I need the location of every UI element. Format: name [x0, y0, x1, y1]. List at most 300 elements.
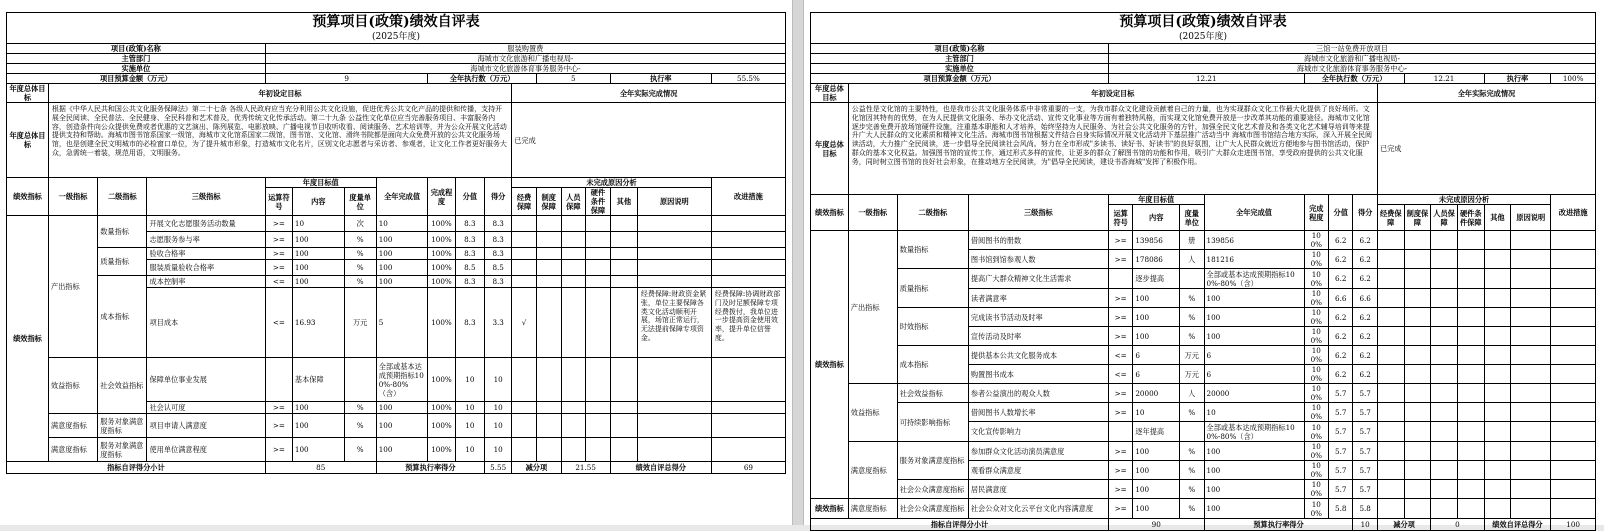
col-score: 得分 — [485, 178, 512, 216]
exec-amount: 12.21 — [1404, 74, 1484, 84]
label-perf: 绩效指标 — [7, 178, 49, 216]
group-label: 产出指标 — [48, 216, 97, 358]
l3-label: 观看群众满意度 — [968, 461, 1108, 480]
l2-label: 成本指标 — [897, 346, 968, 384]
cell-score: 8.3 — [485, 248, 512, 260]
cell-unit: % — [344, 438, 376, 462]
label-budget-rate-score: 预算执行率得分 — [1204, 519, 1353, 531]
l3-label: 社会公众对文化云平台文化内容满意度 — [968, 499, 1108, 519]
group-label: 效益指标 — [848, 384, 897, 442]
actual-text: 已完成 — [1377, 103, 1595, 195]
l2-label: 数量指标 — [897, 231, 968, 269]
subtotal: 90 — [1108, 519, 1204, 531]
cell-score: 8.3 — [485, 276, 512, 288]
cell-unit: % — [344, 260, 376, 276]
label-exec-amount: 全年执行数（万元） — [428, 74, 536, 84]
l2-label: 服务对象满意度指标 — [98, 414, 147, 438]
col-lvl3: 三级指标 — [147, 178, 265, 216]
col-op: 运算符号 — [1108, 205, 1132, 231]
cell-content: 100 — [1133, 289, 1180, 308]
cell-content: 100 — [1133, 442, 1180, 461]
table-row — [811, 308, 1596, 327]
group-label: 满意度指标 — [848, 442, 897, 499]
l2-label: 社会效益指标 — [897, 384, 968, 403]
label-subtotal: 指标自评得分小计 — [7, 462, 266, 474]
label-goal-head: 年度总体目标 — [7, 84, 49, 103]
cell-unit: % — [1180, 499, 1204, 519]
cell-value: 100 — [1204, 442, 1304, 461]
cell-op: <= — [265, 276, 292, 288]
col-r6: 原因说明 — [637, 188, 711, 216]
cell-score: 6.2 — [1353, 365, 1377, 384]
col-r3: 人员保障 — [561, 188, 586, 216]
l3-label: 保障单位事业发展 — [147, 358, 265, 402]
cell-score-value: 6.2 — [1329, 327, 1353, 346]
cell-degree: 100% — [1304, 442, 1328, 461]
l3-label: 宣传活动及时率 — [968, 327, 1108, 346]
cell-score-value: 5.7 — [1329, 442, 1353, 461]
cell-unit: 次 — [344, 216, 376, 232]
label-perf: 绩效指标 — [811, 195, 849, 231]
cell-content: 139856 — [1133, 231, 1180, 250]
table-row — [811, 480, 1596, 499]
cell-content: 20000 — [1133, 384, 1180, 403]
left-page — [0, 0, 792, 525]
label-perf-body: 绩效指标 — [7, 216, 49, 462]
cell-degree: 100% — [1304, 384, 1328, 403]
group-label: 效益指标 — [48, 358, 97, 414]
group-label: 满意度指标 — [48, 414, 97, 438]
cell-content: 100 — [1133, 480, 1180, 499]
col-r6: 原因说明 — [1511, 205, 1551, 231]
cell-score: 10 — [485, 402, 512, 414]
col-r2: 制度保障 — [1404, 205, 1431, 231]
l3-label: 验收合格率 — [147, 248, 265, 260]
cell-value: 139856 — [1204, 231, 1304, 250]
l3-label: 项目成本 — [147, 288, 265, 358]
cell-unit: % — [344, 276, 376, 288]
label-budget: 项目预算金额（万元） — [811, 74, 1109, 84]
cell-value: 100 — [1204, 499, 1304, 519]
label-initial-goal: 年初设定目标 — [848, 84, 1377, 103]
cell-score: 10 — [485, 358, 512, 402]
impl: 海城市文化旅游体育事务服务中心- — [265, 64, 785, 74]
cell-unit: % — [1180, 480, 1204, 499]
col-lvl1: 一级指标 — [48, 178, 97, 216]
cell-op: <= — [265, 288, 292, 358]
l3-label: 参加群众文化活动演员满意度 — [968, 442, 1108, 461]
cell-score-value: 10 — [455, 414, 485, 438]
l3-label: 使用单位满意程度 — [147, 438, 265, 462]
cell-degree: 100% — [428, 358, 455, 402]
col-r4: 硬件条件保障 — [1457, 205, 1484, 231]
cell-degree: 100% — [428, 402, 455, 414]
table-row — [7, 216, 786, 232]
cell-score-value: 8.3 — [455, 232, 485, 248]
perf-table — [810, 43, 1596, 531]
table-row — [7, 276, 786, 288]
l3-label: 购置图书成本 — [968, 365, 1108, 384]
col-r5: 其他 — [1484, 205, 1511, 231]
dept: 海城市文化旅游和广播电视局- — [1108, 54, 1595, 64]
cell-value: 100 — [1204, 308, 1304, 327]
label-actual: 全年实际完成情况 — [1377, 84, 1595, 103]
cell-op: >= — [1108, 308, 1132, 327]
check-mark: √ — [512, 288, 537, 358]
budget: 12.21 — [1108, 74, 1304, 84]
cell-score: 6.2 — [1353, 346, 1377, 365]
cell-op — [1108, 269, 1132, 289]
cell-op: <= — [1108, 365, 1132, 384]
cell-score-value: 8.3 — [455, 216, 485, 232]
total: 69 — [711, 462, 785, 474]
l3-label: 借阅图书人数增长率 — [968, 403, 1108, 422]
cell-value: 10 — [376, 216, 428, 232]
table-row — [811, 384, 1596, 403]
col-r1: 经费保障 — [512, 188, 537, 216]
table-row — [811, 442, 1596, 461]
l3-label: 成本控制率 — [147, 276, 265, 288]
col-lvl2: 二级指标 — [98, 178, 147, 216]
label-project-name: 项目(政策)名称 — [811, 44, 1109, 54]
cell-score-value: 5.7 — [1329, 384, 1353, 403]
label-budget: 项目预算金额（万元） — [7, 74, 266, 84]
cell-op: >= — [1108, 403, 1132, 422]
cell-unit — [1180, 269, 1204, 289]
cell-degree: 100% — [1304, 365, 1328, 384]
label-exec-rate: 执行率 — [1484, 74, 1551, 84]
label-goal-row: 年度总体目标 — [811, 103, 849, 195]
col-full-value: 全年完成值 — [1204, 195, 1304, 231]
cell-degree: 100% — [1304, 231, 1328, 250]
cell-content: 100 — [292, 414, 344, 438]
cell-score-value: 5.8 — [1329, 499, 1353, 519]
cell-score: 5.7 — [1353, 403, 1377, 422]
cell-degree: 100% — [1304, 289, 1328, 308]
col-score-value: 分值 — [455, 178, 485, 216]
cell-value: 10 — [1204, 403, 1304, 422]
cell-value: 100 — [376, 232, 428, 248]
budget-rate-score: 10 — [1353, 519, 1377, 531]
col-r4: 硬件条件保障 — [586, 188, 611, 216]
cell-value: 100 — [376, 438, 428, 462]
project-name: 三馆一站免费开放项目 — [1108, 44, 1595, 54]
l2-label: 质量指标 — [98, 248, 147, 276]
col-r3: 人员保障 — [1431, 205, 1458, 231]
label-perf-body: 绩效指标 — [811, 231, 849, 499]
label-exec-rate: 执行率 — [610, 74, 711, 84]
cell-op: >= — [1108, 499, 1132, 519]
cell-score-value: 6.2 — [1329, 365, 1353, 384]
cell-score-value: 8.3 — [455, 248, 485, 260]
l2-label: 社会效益指标 — [98, 358, 147, 414]
cell-content: 基本保障 — [292, 358, 344, 402]
cell-content: 10 — [292, 216, 344, 232]
col-degree: 完成程度 — [1304, 195, 1328, 231]
label-impl: 实施单位 — [7, 64, 266, 74]
reason-text: 经费保障:财政资金紧张，单位主要保障各类文化活动顺利开展，场馆正常运行，无法提前保障专项资金。 — [637, 288, 711, 358]
cell-score: 8.3 — [485, 232, 512, 248]
label-initial-goal: 年初设定目标 — [48, 84, 511, 103]
cell-value: 6 — [1204, 365, 1304, 384]
cell-score: 10 — [485, 414, 512, 438]
cell-score: 5.8 — [1353, 499, 1377, 519]
l3-label: 服装质量验收合格率 — [147, 260, 265, 276]
cell-degree: 100% — [1304, 480, 1328, 499]
cell-unit: % — [1180, 442, 1204, 461]
cell-score: 6.2 — [1353, 269, 1377, 289]
cell-score-value: 6.2 — [1329, 250, 1353, 269]
cell-score: 3.3 — [485, 288, 512, 358]
cell-degree: 100% — [1304, 422, 1328, 442]
cell-score-value: 6.2 — [1329, 308, 1353, 327]
table-row — [7, 438, 786, 462]
cell-value: 100 — [1204, 289, 1304, 308]
cell-score-value: 6.2 — [1329, 231, 1353, 250]
l3-label: 借阅图书的册数 — [968, 231, 1108, 250]
cell-score-value: 10 — [455, 358, 485, 402]
label-deduct: 减分项 — [512, 462, 561, 474]
col-r2: 制度保障 — [536, 188, 561, 216]
cell-op: <= — [1108, 346, 1132, 365]
cell-unit: 万元 — [1180, 346, 1204, 365]
l2-label: 服务对象满意度指标 — [98, 438, 147, 462]
label-dept: 主管部门 — [811, 54, 1109, 64]
l3-label: 图书馆到馆参观人数 — [968, 250, 1108, 269]
col-reason-head: 未完成原因分析 — [1377, 195, 1550, 205]
cell-unit — [1180, 422, 1204, 442]
col-reason-head: 未完成原因分析 — [512, 178, 712, 188]
cell-degree: 100% — [428, 216, 455, 232]
cell-unit: 万元 — [344, 288, 376, 358]
cell-value: 6 — [1204, 346, 1304, 365]
cell-degree: 100% — [1304, 269, 1328, 289]
cell-op — [1108, 422, 1132, 442]
cell-content: 100 — [1133, 499, 1180, 519]
l2-label: 社会公众满意度指标 — [897, 480, 968, 499]
col-unit: 度量单位 — [1180, 205, 1204, 231]
group-label: 产出指标 — [848, 231, 897, 384]
cell-degree: 100% — [1304, 308, 1328, 327]
col-score: 得分 — [1353, 195, 1377, 231]
l3-label: 开展文化志愿服务活动数量 — [147, 216, 265, 232]
l3-label: 志愿服务参与率 — [147, 232, 265, 248]
col-annual-target: 年度目标值 — [265, 178, 376, 188]
cell-value: 100 — [1204, 461, 1304, 480]
table-row — [7, 414, 786, 438]
cell-content: 100 — [1133, 327, 1180, 346]
l2-label: 可持续影响指标 — [897, 403, 968, 442]
cell-content: 100 — [292, 438, 344, 462]
col-op: 运算符号 — [265, 188, 292, 216]
l2-label: 社会公众满意度指标 — [897, 499, 968, 519]
cell-value: 全部或基本达成预期指标100%-80%（含） — [376, 358, 428, 402]
cell-content: 100 — [1133, 461, 1180, 480]
col-improve: 改进措施 — [711, 178, 785, 216]
cell-content: 10 — [1133, 403, 1180, 422]
cell-degree: 100% — [428, 288, 455, 358]
l3-label: 社会认可度 — [147, 402, 265, 414]
cell-content: 16.93 — [292, 288, 344, 358]
cell-unit: % — [1180, 289, 1204, 308]
cell-op: >= — [1108, 289, 1132, 308]
cell-score-value: 10 — [455, 402, 485, 414]
cell-degree: 100% — [428, 438, 455, 462]
cell-score-value: 6.2 — [1329, 346, 1353, 365]
cell-degree: 100% — [428, 260, 455, 276]
table-row — [811, 346, 1596, 365]
l2-label: 成本指标 — [98, 276, 147, 358]
exec-rate: 100% — [1551, 74, 1596, 84]
cell-score: 5.7 — [1353, 461, 1377, 480]
budget-rate-score: 5.55 — [485, 462, 512, 474]
cell-score: 5.7 — [1353, 422, 1377, 442]
cell-score: 6.6 — [1353, 289, 1377, 308]
cell-op: >= — [1108, 461, 1132, 480]
cell-score-value: 8.3 — [455, 288, 485, 358]
l3-label: 项目申请人满意度 — [147, 414, 265, 438]
l2-label: 时效指标 — [897, 308, 968, 346]
col-unit: 度量单位 — [344, 188, 376, 216]
cell-unit: % — [344, 248, 376, 260]
l3-label: 提高广大群众精神文化生活需求 — [968, 269, 1108, 289]
right-page — [804, 0, 1604, 529]
col-content: 内容 — [292, 188, 344, 216]
cell-op: >= — [265, 438, 292, 462]
doc-title: 预算项目(政策)绩效自评表 — [810, 12, 1596, 31]
cell-op — [265, 358, 292, 402]
col-degree: 完成程度 — [428, 178, 455, 216]
cell-value: 100 — [376, 248, 428, 260]
l3-label: 完成读书节活动及时率 — [968, 308, 1108, 327]
cell-unit: 册 — [1180, 231, 1204, 250]
table-row — [811, 499, 1596, 519]
cell-content: 6 — [1133, 346, 1180, 365]
cell-content: 178086 — [1133, 250, 1180, 269]
label-dept: 主管部门 — [7, 54, 266, 64]
cell-degree: 100% — [428, 414, 455, 438]
doc-year: (2025年度) — [810, 31, 1596, 43]
cell-op: >= — [265, 216, 292, 232]
col-content: 内容 — [1133, 205, 1180, 231]
col-annual-target: 年度目标值 — [1108, 195, 1204, 205]
total: 100 — [1551, 519, 1596, 531]
cell-unit: % — [1180, 327, 1204, 346]
cell-content: 6 — [1133, 365, 1180, 384]
improve-text: 经费保障:协调财政部门及时足额保障专项经费拨付，我单位进一步提高资金使用效率，提升单位信誉度。 — [711, 288, 785, 358]
label-total: 绩效自评总得分 — [1484, 519, 1551, 531]
l3-label: 提供基本公共文化服务成本 — [968, 346, 1108, 365]
cell-value: 全部或基本达成预期指标100%-80%（含） — [1204, 269, 1304, 289]
cell-score: 8.3 — [485, 216, 512, 232]
cell-score: 6.2 — [1353, 308, 1377, 327]
cell-degree: 100% — [1304, 403, 1328, 422]
cell-content: 逐年提高 — [1133, 422, 1180, 442]
cell-content: 100 — [292, 402, 344, 414]
cell-score: 10 — [485, 438, 512, 462]
cell-value: 全部或基本达成预期指标100%-80%（含） — [1204, 422, 1304, 442]
l3-label: 文化宣传影响力 — [968, 422, 1108, 442]
goal-text: 公益性是文化馆的主要特性，也是我市公共文化服务体系中非常重要的一支，为我市群众文化建设贡献着自己的力量，也为实现群众文化工作最大化提供了良好场所。文化馆因其特有的优势，在为人民提供文化服务、举办文化活动、宣传文化事业等方面有着独特风格，而实现文化馆免费开放是一步改革其功能的重要途径。海城市文化馆逐步完善免费开放场馆硬件设施，注重基本职能和人才培养，始终坚持为人民服务、为社会公共文化服务的方针，加强全民文化艺术普及和各类文化艺术辅导培训等来提升广大人民群众的文化素质和精神文化生活。海城市图书馆根据文件结合自身实际情况开展文化活动并下基层推广活动当中 海城市图书馆结合地方实际，深入开展全民阅读活动，大力推广全民阅读，进一步倡导全民阅读社会风尚。努力在全市形成"多读书、读好书、好读书"的良好氛围，让广大人民群众就近方便地参与图书馆活动，保护群众的基本文化权益。加强图书馆的宣传工作，通过形式多样的宣传，让更多的群众了解图书馆的功能和作用，吸引广大群众走进图书馆，享受政府提供的公共文化服务，同时树立图书馆的良好社会形象，在推动地方全民阅读，为"倡导全民阅读，建设书香海城"发挥了积极作用。 — [848, 103, 1377, 195]
deduct: 21.55 — [561, 462, 610, 474]
cell-content: 100 — [1133, 308, 1180, 327]
cell-value: 100 — [1204, 327, 1304, 346]
label-goal-row: 年度总体目标 — [7, 103, 49, 178]
label-goal-head: 年度总体目标 — [811, 84, 849, 103]
cell-content: 100 — [292, 232, 344, 248]
table-row — [7, 248, 786, 260]
budget: 9 — [265, 74, 428, 84]
cell-value: 100 — [1204, 480, 1304, 499]
cell-score-value: 8.3 — [455, 276, 485, 288]
col-r1: 经费保障 — [1377, 205, 1404, 231]
label-subtotal: 指标自评得分小计 — [811, 519, 1109, 531]
cell-op: >= — [1108, 384, 1132, 403]
cell-score-value: 6.6 — [1329, 289, 1353, 308]
cell-content: 100 — [292, 260, 344, 276]
l1-label: 绩效指标 — [811, 499, 849, 519]
l2-label: 数量指标 — [98, 216, 147, 248]
cell-unit: 人 — [1180, 250, 1204, 269]
group-label: 满意度指标 — [848, 499, 897, 519]
label-exec-amount: 全年执行数（万元） — [1304, 74, 1404, 84]
cell-value: 100 — [376, 414, 428, 438]
l3-label: 参者公益演出的观众人数 — [968, 384, 1108, 403]
cell-op: >= — [1108, 250, 1132, 269]
table-row — [811, 269, 1596, 289]
cell-value: 20000 — [1204, 384, 1304, 403]
cell-unit: % — [1180, 308, 1204, 327]
project-name: 服装购置费 — [265, 44, 785, 54]
dept: 海城市文化旅游和广播电视局- — [265, 54, 785, 64]
l3-label: 读者满意率 — [968, 289, 1108, 308]
doc-year: (2025年度) — [6, 31, 786, 43]
col-score-value: 分值 — [1329, 195, 1353, 231]
cell-unit: % — [344, 402, 376, 414]
cell-op: >= — [1108, 327, 1132, 346]
cell-unit: % — [1180, 461, 1204, 480]
cell-score: 6.2 — [1353, 231, 1377, 250]
cell-unit — [344, 358, 376, 402]
cell-score: 6.2 — [1353, 327, 1377, 346]
cell-unit: % — [1180, 403, 1204, 422]
cell-op: >= — [265, 260, 292, 276]
cell-value: 100 — [376, 260, 428, 276]
cell-degree: 100% — [428, 276, 455, 288]
l2-label: 服务对象满意度指标 — [897, 442, 968, 480]
subtotal: 85 — [265, 462, 376, 474]
cell-degree: 100% — [1304, 346, 1328, 365]
cell-unit: 万元 — [1180, 365, 1204, 384]
cell-score-value: 5.7 — [1329, 461, 1353, 480]
l3-label: 居民满意度 — [968, 480, 1108, 499]
cell-unit: % — [344, 232, 376, 248]
cell-value: 100 — [376, 276, 428, 288]
cell-degree: 100% — [1304, 461, 1328, 480]
cell-content: 逐步提高 — [1133, 269, 1180, 289]
label-budget-rate-score: 预算执行率得分 — [376, 462, 484, 474]
col-r5: 其他 — [610, 188, 637, 216]
label-impl: 实施单位 — [811, 64, 1109, 74]
exec-amount: 5 — [536, 74, 610, 84]
cell-content: 100 — [292, 248, 344, 260]
cell-score: 8.5 — [485, 260, 512, 276]
perf-table — [6, 43, 786, 474]
cell-score-value: 6.2 — [1329, 269, 1353, 289]
exec-rate: 55.5% — [711, 74, 785, 84]
page-gutter — [792, 0, 804, 525]
cell-op: >= — [1108, 231, 1132, 250]
